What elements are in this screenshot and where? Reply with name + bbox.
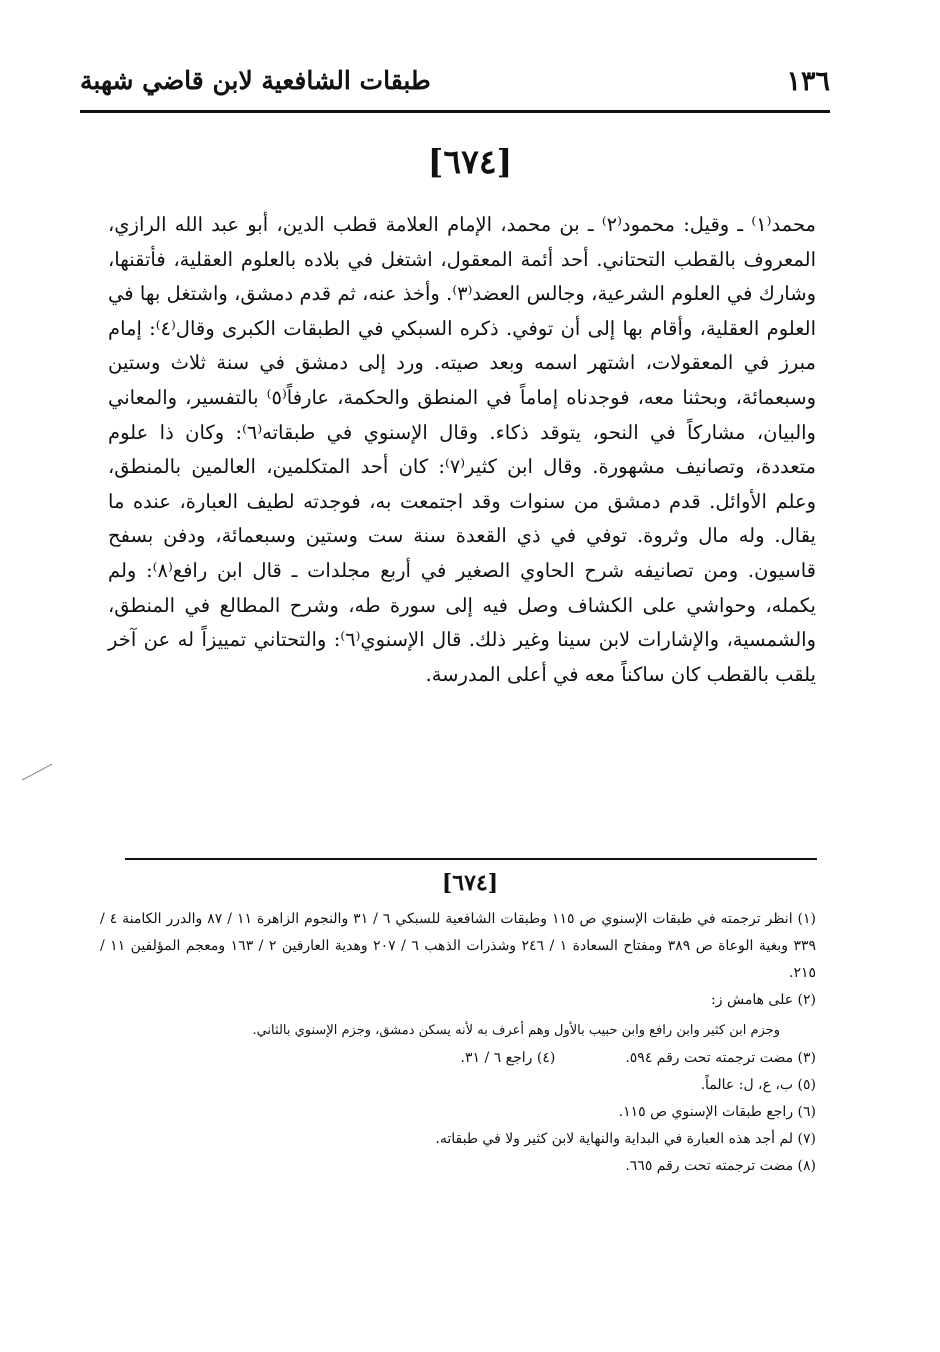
footnote-7: (٧) لم أجد هذه العبارة في البداية والنهاية لابن كثير ولا في طبقاته. [435, 1131, 816, 1147]
footnote-3-4-row [100, 1045, 816, 1072]
entry-number: [٦٧٤] [427, 142, 513, 181]
footnote-6: (٦) راجع طبقات الإسنوي ص ١١٥. [618, 1104, 816, 1120]
footnote-3: (٣) مضت ترجمته تحت رقم ٥٩٤. [625, 1050, 816, 1066]
footnote-rule [125, 858, 817, 860]
footnote-4: (٤) راجع ٦ / ٣١. [460, 1050, 556, 1066]
biography-text [108, 208, 816, 692]
footnote-2: (٢) على هامش ز: [711, 992, 816, 1008]
footnote-2-quote: وجزم ابن كثير وابن رافع وابن حبيب بالأول وهم أعرف به لأنه يسكن دمشق، وجزم الإسنوي بالثاني. [252, 1023, 780, 1038]
running-title: طبقات الشافعية لابن قاضي شهبة [80, 66, 431, 95]
footnote-5: (٥) ب، ع، ل: عالماً. [700, 1077, 816, 1093]
margin-pencil-mark [20, 760, 54, 784]
running-header [80, 62, 830, 112]
footnotes [100, 906, 816, 1180]
footnote-8: (٨) مضت ترجمته تحت رقم ٦٦٥. [625, 1158, 816, 1174]
page-number: ١٣٦ [786, 66, 830, 97]
header-rule [80, 110, 830, 113]
biography-paragraph: محمد⁽١⁾ ـ وقيل: محمود⁽٢⁾ ـ بن محمد، الإمام العلامة قطب الدين، أبو عبد الله الرازي، المعروف بالقطب التحتاني. أحد أئمة المعقول، اشتغل في بلاده بالعلوم العقلية، فأتقنها، وشارك في العلوم الشرعية، وجالس العضد⁽٣⁾. وأخذ عنه، ثم قدم دمشق، واشتغل بها في العلوم العقلية، وأقام بها إلى أن توفي. ذكره السبكي في الطبقات الكبرى وقال⁽٤⁾: إمام مبرز في المعقولات، اشتهر اسمه وبعد صيته. ورد إلى دمشق في سنة ثلاث وستين وسبعمائة، وبحثنا معه، فوجدناه إماماً في المنطق والحكمة، عارفاً⁽٥⁾ بالتفسير، والمعاني والبيان، مشاركاً في النحو، يتوقد ذكاء. وقال الإسنوي في طبقاته⁽٦⁾: وكان ذا علوم متعددة، وتصانيف مشهورة. وقال ابن كثير⁽٧⁾: كان أحد المتكلمين، العالمين بالمنطق، وعلم الأوائل. قدم دمشق من سنوات وقد اجتمعت به، فوجدته لطيف العبارة، عنده ما يقال. وله مال وثروة. توفي في ذي القعدة سنة ست وستين وسبعمائة، ودفن بسفح قاسيون. ومن تصانيفه شرح الحاوي الصغير في أربع مجلدات ـ قال ابن رافع⁽٨⁾: ولم يكمله، وحواشي على الكشاف وصل فيه إلى سورة طه، وشرح المطالع في المنطق، والشمسية، والإشارات لابن سينا وغير ذلك. قال الإسنوي⁽٦⁾: والتحتاني تمييزاً له عن آخر يلقب بالقطب كان ساكناً معه في أعلى المدرسة. [108, 213, 817, 686]
footnote-1: (١) انظر ترجمته في طبقات الإسنوي ص ١١٥ وطبقات الشافعية للسبكي ٦ / ٣١ والنجوم الزاهرة ١١ / ٨٧ والدرر الكامنة ٤ / ٣٣٩ وبغية الوعاة ص ٣٨٩ ومفتاح السعادة ١ / ٢٤٦ وشذرات الذهب ٦ / ٢٠٧ وهدية العارفين ٢ / ١٦٣ ومعجم المؤلفين ١١ / ٢١٥. [100, 911, 817, 981]
footnote-entry-number: [٦٧٤] [441, 870, 499, 896]
